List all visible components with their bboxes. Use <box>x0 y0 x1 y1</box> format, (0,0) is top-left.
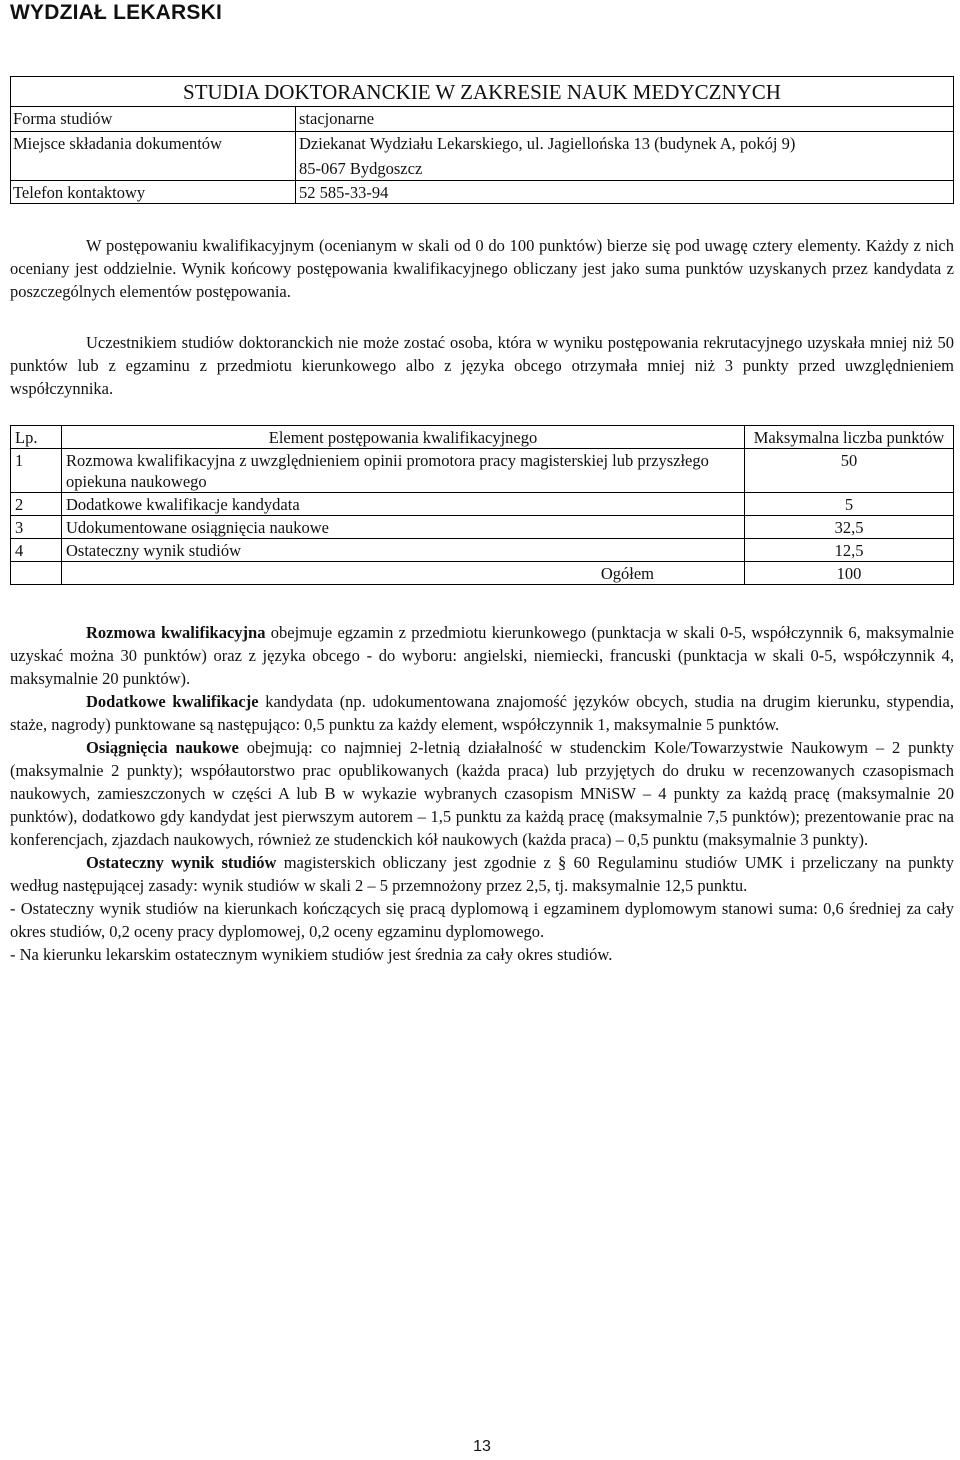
total-label: Ogółem <box>62 562 745 585</box>
info-box-divider <box>11 106 953 107</box>
table-row <box>11 516 954 539</box>
table-row <box>11 449 954 493</box>
info-row-postal-code <box>11 158 953 180</box>
program-title: STUDIA DOKTORANCKIE W ZAKRESIE NAUK MEDYCZNYCH <box>183 80 781 104</box>
desc-text: obejmują: co najmniej 2-letnią działalność w studenckim Kole/Towarzystwie Naukowym – 2 punkty (maksymalnie 2 punkty); współautorstwo prac opublikowanych (każda praca) lub przyjętych do druku w recenzowanych czasopismach naukowych, zamieszczonych w części A lub B w wykazie wybranych czasopism MNiSW – 4 punkty za każdą pracę (maksymalnie 20 punktów), dodatkowo gdy kandydat jest pierwszym autorem – 1,5 punktu za każdą pracę (maksymalnie 7,5 punktów); prezentowanie prac na konferencjach, zjazdach naukowych, również ze studenckich kół naukowych (każda praca) – 0,5 punktu (maksymalnie 3 punkty). <box>10 738 954 849</box>
table-row <box>11 539 954 562</box>
desc-text: obejmuje egzamin z przedmiotu kierunkowego (punktacja w skali 0-5, współczynnik 6, maksymalnie uzyskać można 30 punktów) oraz z języka obcego - do wyboru: angielski, niemiecki, francuski (punktacja w skali 0-5, współczynnik 4, maksymalnie 20 punktów). <box>10 623 954 688</box>
header-max-points: Maksymalna liczba punktów <box>745 426 954 449</box>
info-row-submission-place <box>11 133 953 155</box>
row-element: Ostateczny wynik studiów <box>62 539 745 562</box>
info-row-study-form <box>11 108 953 130</box>
desc-interview <box>10 621 954 690</box>
info-value: stacjonarne <box>299 109 375 128</box>
header-element: Element postępowania kwalifikacyjnego <box>62 426 745 449</box>
row-element: Dodatkowe kwalifikacje kandydata <box>62 493 745 516</box>
scoring-table <box>10 425 954 585</box>
criteria-descriptions <box>10 621 954 966</box>
table-row <box>11 493 954 516</box>
info-value: Dziekanat Wydziału Lekarskiego, ul. Jagiellońska 13 (budynek A, pokój 9) <box>299 134 796 153</box>
faculty-heading: WYDZIAŁ LEKARSKI <box>10 1 223 24</box>
total-value: 100 <box>745 562 954 585</box>
desc-term: Osiągnięcia naukowe <box>86 738 239 757</box>
row-lp: 1 <box>11 449 62 493</box>
desc-achievements <box>10 736 954 851</box>
desc-text: magisterskich obliczany jest zgodnie z § 60 Regulaminu studiów UMK i przeliczany na punkty według następującej zasady: wynik studiów w skali 2 – 5 przemnożony przez 2,5, tj. maksymalnie 12,5 punktu. <box>10 853 955 895</box>
info-label: Forma studiów <box>13 109 113 128</box>
row-max-points: 12,5 <box>745 539 954 562</box>
row-max-points: 32,5 <box>745 516 954 539</box>
table-header-row <box>11 426 954 449</box>
program-info-box <box>10 76 954 204</box>
row-max-points: 5 <box>745 493 954 516</box>
intro-paragraph-minimum: Uczestnikiem studiów doktoranckich nie może zostać osoba, która w wyniku postępowania rekrutacyjnego uzyskała mniej niż 50 punktów lub z egzaminu z przedmiotu kierunkowego albo z języka obcego otrzymała mniej niż 3 punkty przed uwzględnieniem współczynnika. <box>10 333 954 398</box>
row-lp: 3 <box>11 516 62 539</box>
desc-term: Ostateczny wynik studiów <box>86 853 277 872</box>
desc-term: Rozmowa kwalifikacyjna <box>86 623 266 642</box>
row-lp: 4 <box>11 539 62 562</box>
desc-term: Dodatkowe kwalifikacje <box>86 692 259 711</box>
row-max-points: 50 <box>745 449 954 493</box>
info-value: 52 585-33-94 <box>299 183 389 202</box>
table-total-row <box>11 562 954 585</box>
info-value: 85-067 Bydgoszcz <box>299 159 423 178</box>
header-lp: Lp. <box>11 426 62 449</box>
info-row-phone <box>11 182 953 204</box>
intro-paragraph-scoring: W postępowaniu kwalifikacyjnym (ocenianym w skali od 0 do 100 punktów) bierze się pod uwagę cztery elementy. Każdy z nich oceniany jest oddzielnie. Wynik końcowy postępowania kwalifikacyjnego obliczany jest jako suma punktów uzyskanych przez kandydata z poszczególnych elementów postępowania. <box>10 236 954 301</box>
row-element: Udokumentowane osiągnięcia naukowe <box>62 516 745 539</box>
page-number: 13 <box>473 1438 491 1455</box>
row-lp: 2 <box>11 493 62 516</box>
desc-final-result <box>10 851 954 897</box>
desc-additional <box>10 690 954 736</box>
info-box-divider <box>11 180 953 181</box>
desc-note: - Ostateczny wynik studiów na kierunkach kończących się pracą dyplomową i egzaminem dyplomowym stanowi suma: 0,6 średniej za cały okres studiów, 0,2 oceny pracy dyplomowej, 0,2 oceny egzaminu dyplomowego. <box>10 899 954 941</box>
info-box-divider <box>11 131 953 132</box>
desc-note: - Na kierunku lekarskim ostatecznym wynikiem studiów jest średnia za cały okres studiów. <box>10 945 613 964</box>
info-label: Telefon kontaktowy <box>13 183 146 202</box>
row-element: Rozmowa kwalifikacyjna z uwzględnieniem opinii promotora pracy magisterskiej lub przyszłego opiekuna naukowego <box>62 449 745 493</box>
desc-text: kandydata (np. udokumentowana znajomość języków obcych, studia na drugim kierunku, stypendia, staże, nagrody) punktowane są następująco: 0,5 punktu za każdy element, współczynnik 1, maksymalnie 5 punktów. <box>10 692 955 734</box>
info-label: Miejsce składania dokumentów <box>13 134 222 153</box>
